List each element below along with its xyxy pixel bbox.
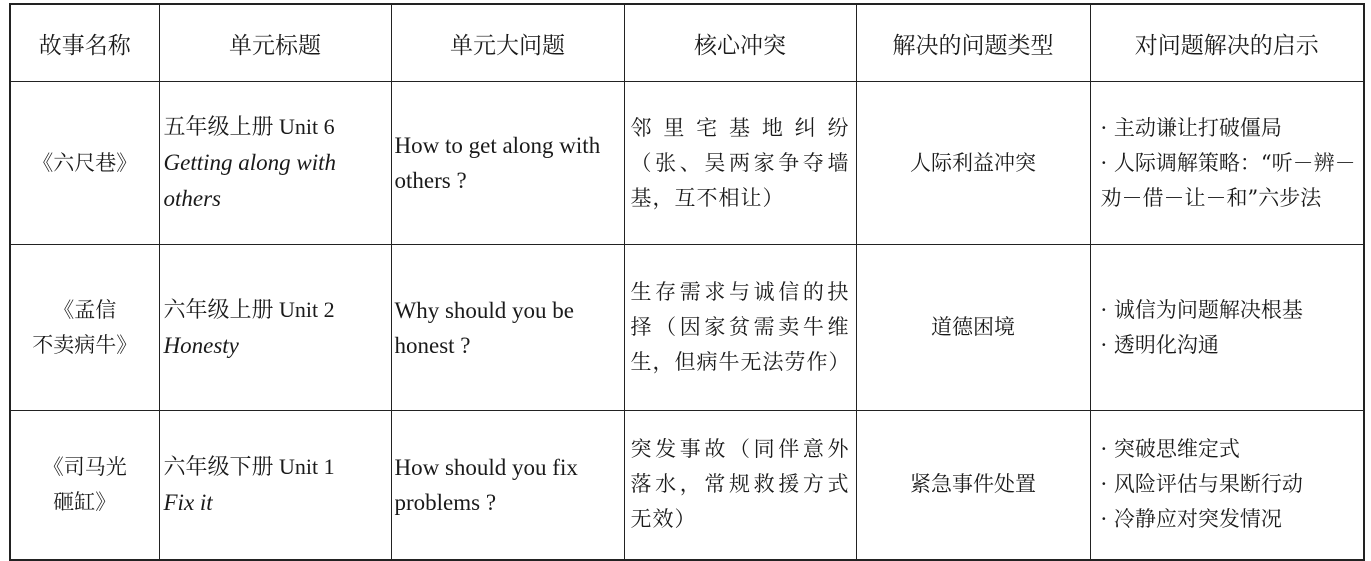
unit-title-en: Getting along with others (163, 150, 336, 211)
header-unit-question: 单元大问题 (391, 4, 624, 82)
cell-problem-type: 人际利益冲突 (856, 82, 1090, 245)
tip-item: · 人际调解策略：“听－辨－劝－借－让－和”六步法 (1100, 150, 1356, 210)
tip-item: · 主动谦让打破僵局 (1100, 115, 1282, 140)
cell-question: Why should you be honest ? (391, 245, 624, 411)
table-row (10, 245, 1364, 411)
unit-grade: 六年级上册 Unit 2 (163, 296, 335, 322)
cell-story (10, 82, 159, 245)
cell-story (10, 245, 159, 411)
story-title: 《孟信 (53, 297, 117, 322)
table-row (10, 411, 1364, 560)
story-title: 不卖病牛》 (32, 332, 138, 357)
cell-question: How to get along with others ? (391, 82, 624, 245)
header-problem-type: 解决的问题类型 (856, 4, 1090, 82)
unit-grade: 五年级上册 Unit 6 (163, 114, 335, 139)
cell-story (10, 411, 159, 560)
cell-unit (159, 82, 391, 245)
unit-grade: 六年级下册 Unit 1 (163, 453, 335, 479)
cell-tips (1090, 411, 1364, 560)
story-table (9, 3, 1365, 561)
unit-title-en: Honesty (163, 332, 239, 358)
header-row (10, 4, 1364, 82)
cell-conflict: 生存需求与诚信的抉择（因家贫需卖牛维生，但病牛无法劳作） (624, 245, 856, 411)
cell-conflict: 邻里宅基地纠纷（张、吴两家争夺墙基，互不相让） (624, 82, 856, 245)
unit-title-en: Fix it (163, 489, 213, 515)
cell-conflict: 突发事故（同伴意外落水，常规救援方式无效） (624, 411, 856, 560)
cell-unit (159, 245, 391, 411)
story-title: 《六尺巷》 (32, 150, 138, 175)
cell-problem-type: 紧急事件处置 (856, 411, 1090, 560)
header-story-name: 故事名称 (10, 4, 159, 82)
table-row (10, 82, 1364, 245)
story-title: 《司马光 (42, 454, 127, 479)
tip-item: · 突破思维定式 (1100, 437, 1240, 462)
tip-item: · 风险评估与果断行动 (1100, 472, 1303, 497)
tip-item: · 诚信为问题解决根基 (1100, 297, 1303, 322)
header-unit-title: 单元标题 (159, 4, 391, 82)
tip-item: · 透明化沟通 (1100, 332, 1219, 357)
cell-tips (1090, 245, 1364, 411)
tip-item: · 冷静应对突发情况 (1100, 507, 1282, 532)
story-title: 砸缸》 (53, 489, 117, 514)
cell-tips (1090, 82, 1364, 245)
cell-question: How should you fix problems ? (391, 411, 624, 560)
header-core-conflict: 核心冲突 (624, 4, 856, 82)
cell-problem-type: 道德困境 (856, 245, 1090, 411)
header-inspiration: 对问题解决的启示 (1090, 4, 1364, 82)
cell-unit (159, 411, 391, 560)
